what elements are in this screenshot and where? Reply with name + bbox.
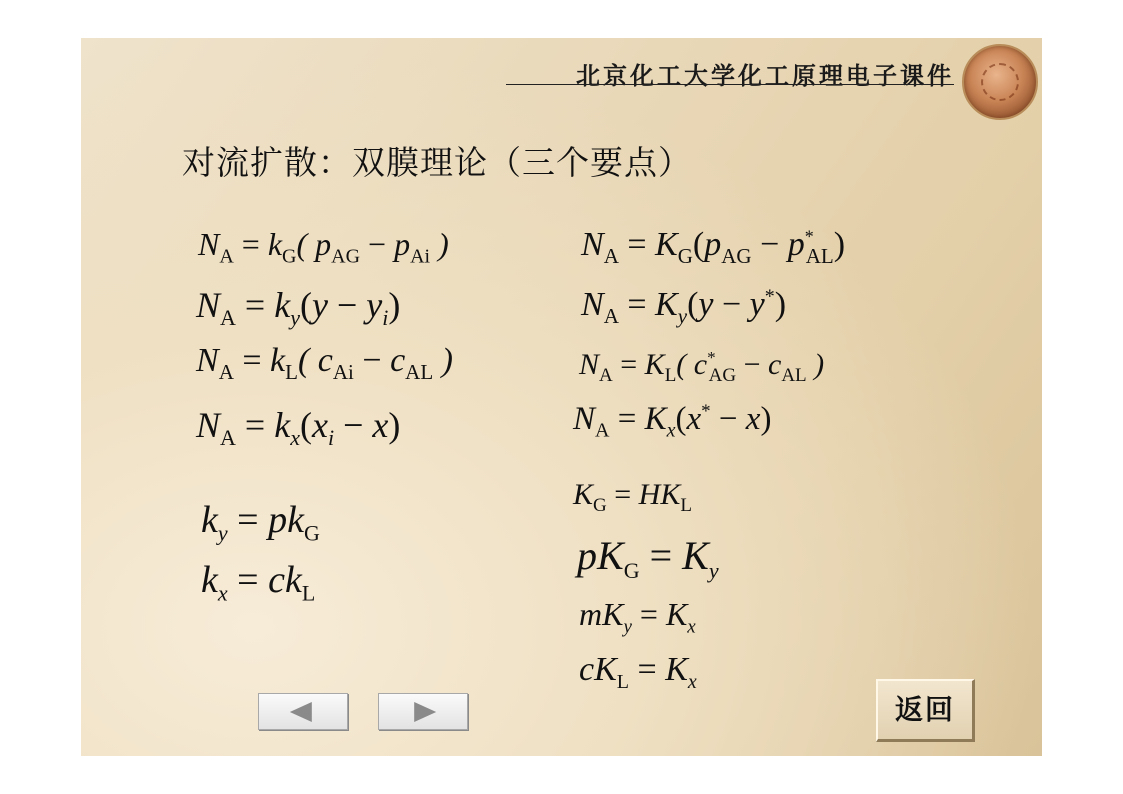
page-title: 对流扩散：双膜理论（三个要点） (182, 143, 692, 182)
course-title: 北京化工大学化工原理电子课件 (576, 61, 954, 90)
equation-left-1: $N_A = k_G$( $p_{AG} - p_{Ai}$ ) (198, 226, 449, 268)
relation-mKy: $mK_y = K_x$ (579, 596, 696, 638)
header-underline (506, 84, 954, 85)
next-button[interactable] (378, 693, 468, 730)
previous-button[interactable] (258, 693, 348, 730)
equation-left-4: $N_A = k_x(x_i - x)$ (196, 405, 401, 451)
relation-cKL: $cK_L = K_x$ (579, 651, 697, 693)
triangle-left-icon (290, 702, 312, 722)
equation-right-4: $N_A = K_x(x^* - x)$ (573, 401, 772, 442)
equation-left-3: $N_A = k_L$( $c_{Ai} - c_{AL}$ ) (196, 342, 453, 384)
slide (81, 38, 1042, 756)
relation-ky: $k_y = pk_G$ (201, 499, 320, 546)
equation-left-2: $N_A = k_y(y - y_i)$ (196, 285, 401, 331)
relation-KG: $K_G = HK_L$ (573, 478, 692, 516)
equation-right-3: $N_A = K_L$( $c^*_{AG} - c_{AL}$ ) (579, 348, 825, 386)
relation-kx: $k_x = ck_L$ (201, 559, 316, 606)
university-emblem-icon (962, 44, 1038, 120)
return-button[interactable]: 返回 (876, 679, 975, 742)
equation-right-2: $N_A = K_y(y - y^*)$ (581, 285, 787, 328)
relation-pKG: $pK_G = K_y$ (577, 533, 719, 583)
equation-right-1: $N_A = K_G(p_{AG} - p^*_{AL})$ (581, 226, 846, 268)
triangle-right-icon (414, 702, 436, 722)
